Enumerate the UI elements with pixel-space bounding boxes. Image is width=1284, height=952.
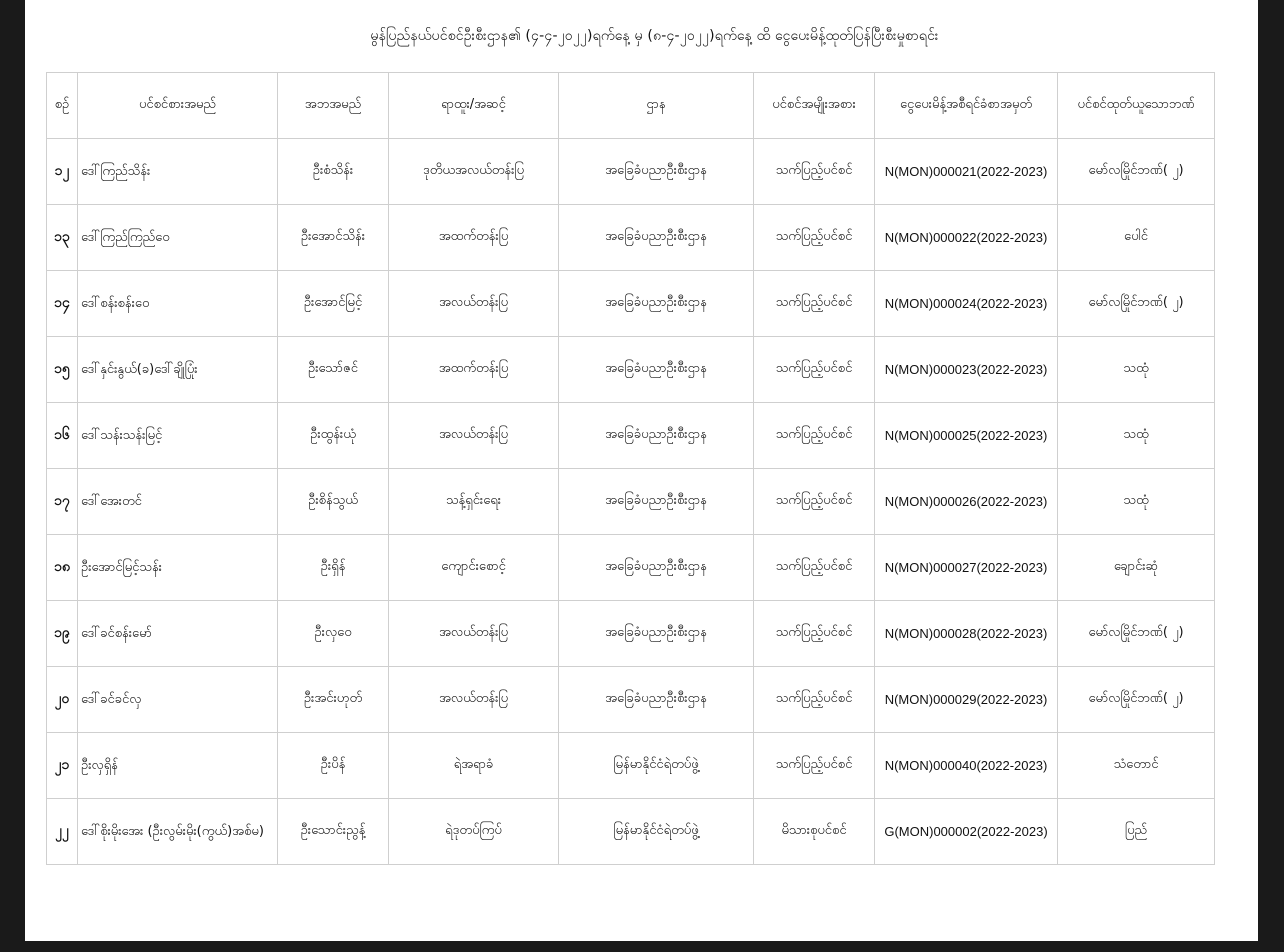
cell-record-number: N(MON)000027(2022-2023)	[875, 535, 1058, 601]
cell-pension-type: သက်ပြည့်ပင်စင်	[754, 733, 875, 799]
cell-serial: ၁၃	[47, 205, 78, 271]
cell-bank: မော်လမြိုင်ဘဏ်( ၂)	[1058, 271, 1215, 337]
cell-record-number: N(MON)000026(2022-2023)	[875, 469, 1058, 535]
cell-father-name: ဦးစံသိန်း	[278, 139, 389, 205]
table-row	[47, 667, 1215, 733]
cell-pensioner-name: ဦးလှရှိန်	[78, 733, 278, 799]
cell-rank: အလယ်တန်းပြ	[389, 601, 559, 667]
cell-rank: အထက်တန်းပြ	[389, 337, 559, 403]
cell-pensioner-name: ဒေါ်နှင်းနွယ်(ခ)ဒေါ်ချိုပြုံး	[78, 337, 278, 403]
cell-rank: ရဲအရာခံ	[389, 733, 559, 799]
header-pensioner-name: ပင်စင်စားအမည်	[78, 73, 278, 139]
table-header-row	[47, 73, 1215, 139]
table-row	[47, 337, 1215, 403]
cell-record-number: N(MON)000021(2022-2023)	[875, 139, 1058, 205]
cell-pensioner-name: ဒေါ်ကြည်ကြည်ဝေ	[78, 205, 278, 271]
cell-rank: သန့်ရှင်းရေး	[389, 469, 559, 535]
cell-department: အခြေခံပညာဦးစီးဌာန	[559, 601, 754, 667]
cell-bank: ချောင်းဆုံ	[1058, 535, 1215, 601]
cell-father-name: ဦးအောင်မြင့်	[278, 271, 389, 337]
cell-pensioner-name: ဒေါ်သန်းသန်းမြင့်	[78, 403, 278, 469]
cell-department: မြန်မာနိုင်ငံရဲတပ်ဖွဲ့	[559, 799, 754, 865]
cell-department: အခြေခံပညာဦးစီးဌာန	[559, 667, 754, 733]
cell-department: အခြေခံပညာဦးစီးဌာန	[559, 205, 754, 271]
cell-rank: အလယ်တန်းပြ	[389, 667, 559, 733]
cell-department: မြန်မာနိုင်ငံရဲတပ်ဖွဲ့	[559, 733, 754, 799]
cell-department: အခြေခံပညာဦးစီးဌာန	[559, 271, 754, 337]
cell-father-name: ဦးထွန်းယုံ	[278, 403, 389, 469]
cell-pension-type: သက်ပြည့်ပင်စင်	[754, 535, 875, 601]
cell-pension-type: သက်ပြည့်ပင်စင်	[754, 403, 875, 469]
cell-serial: ၁၇	[47, 469, 78, 535]
cell-bank: သထုံ	[1058, 403, 1215, 469]
cell-pension-type: သက်ပြည့်ပင်စင်	[754, 205, 875, 271]
cell-father-name: ဦးသောင်းညွန့်	[278, 799, 389, 865]
header-father-name: အဘအမည်	[278, 73, 389, 139]
table-row	[47, 469, 1215, 535]
cell-pension-type: သက်ပြည့်ပင်စင်	[754, 337, 875, 403]
cell-serial: ၁၂	[47, 139, 78, 205]
cell-father-name: ဦးသော်ဇင်	[278, 337, 389, 403]
cell-pension-type: သက်ပြည့်ပင်စင်	[754, 601, 875, 667]
header-pension-type: ပင်စင်အမျိုးအစား	[754, 73, 875, 139]
table-row	[47, 271, 1215, 337]
cell-rank: ဒုတိယအလယ်တန်းပြ	[389, 139, 559, 205]
cell-rank: အလယ်တန်းပြ	[389, 403, 559, 469]
cell-bank: သံတောင်	[1058, 733, 1215, 799]
cell-bank: မော်လမြိုင်ဘဏ်( ၂)	[1058, 667, 1215, 733]
cell-record-number: N(MON)000022(2022-2023)	[875, 205, 1058, 271]
cell-rank: ရဲဒုတပ်ကြပ်	[389, 799, 559, 865]
cell-father-name: ဦးပိန်	[278, 733, 389, 799]
cell-pension-type: သက်ပြည့်ပင်စင်	[754, 139, 875, 205]
cell-serial: ၁၈	[47, 535, 78, 601]
cell-pensioner-name: ဒေါ်ခင်စန်းမော်	[78, 601, 278, 667]
cell-rank: အလယ်တန်းပြ	[389, 271, 559, 337]
table-row	[47, 535, 1215, 601]
cell-serial: ၁၅	[47, 337, 78, 403]
table-row	[47, 733, 1215, 799]
cell-record-number: N(MON)000025(2022-2023)	[875, 403, 1058, 469]
cell-bank: မော်လမြိုင်ဘဏ်( ၂)	[1058, 139, 1215, 205]
cell-department: အခြေခံပညာဦးစီးဌာန	[559, 403, 754, 469]
cell-record-number: N(MON)000024(2022-2023)	[875, 271, 1058, 337]
cell-pension-type: မိသားစုပင်စင်	[754, 799, 875, 865]
cell-rank: အထက်တန်းပြ	[389, 205, 559, 271]
table-row	[47, 601, 1215, 667]
cell-father-name: ဦးစိန်သွယ်	[278, 469, 389, 535]
cell-record-number: N(MON)000023(2022-2023)	[875, 337, 1058, 403]
cell-record-number: G(MON)000002(2022-2023)	[875, 799, 1058, 865]
cell-serial: ၁၄	[47, 271, 78, 337]
cell-father-name: ဦးရှိန်	[278, 535, 389, 601]
document-page	[25, 0, 1258, 941]
cell-serial: ၂၁	[47, 733, 78, 799]
table-row	[47, 139, 1215, 205]
pension-records-table	[46, 72, 1215, 865]
cell-department: အခြေခံပညာဦးစီးဌာန	[559, 469, 754, 535]
cell-serial: ၁၆	[47, 403, 78, 469]
cell-pensioner-name: ဒေါ်ခင်ခင်လှ	[78, 667, 278, 733]
cell-father-name: ဦးအောင်သိန်း	[278, 205, 389, 271]
table-row	[47, 799, 1215, 865]
cell-record-number: N(MON)000029(2022-2023)	[875, 667, 1058, 733]
cell-serial: ၁၉	[47, 601, 78, 667]
cell-bank: ပြည်	[1058, 799, 1215, 865]
cell-bank: ပေါင်	[1058, 205, 1215, 271]
document-title: မွန်ပြည်နယ်ပင်စင်ဦးစီးဌာန၏ (၄-၄-၂၀၂၂)ရက်နေ့ မှ (၈-၄-၂၀၂၂)ရက်နေ့ ထိ ငွေပေးမိန့်ထုတ်ပြန်ပြီးစီးမှုစာရင်း	[370, 28, 939, 44]
cell-pensioner-name: ဒေါ်အေးတင်	[78, 469, 278, 535]
cell-department: အခြေခံပညာဦးစီးဌာန	[559, 139, 754, 205]
cell-pension-type: သက်ပြည့်ပင်စင်	[754, 469, 875, 535]
cell-pensioner-name: ဒေါ်စန်းစန်းဝေ	[78, 271, 278, 337]
cell-father-name: ဦးအင်းဟုတ်	[278, 667, 389, 733]
table-row	[47, 403, 1215, 469]
cell-pension-type: သက်ပြည့်ပင်စင်	[754, 667, 875, 733]
cell-bank: သထုံ	[1058, 469, 1215, 535]
cell-father-name: ဦးလှဝေ	[278, 601, 389, 667]
cell-pensioner-name: ဒေါ်ကြည်သိန်း	[78, 139, 278, 205]
cell-pensioner-name: ဦးအောင်မြင့်သန်း	[78, 535, 278, 601]
cell-bank: သထုံ	[1058, 337, 1215, 403]
table-row	[47, 205, 1215, 271]
header-record-number: ငွေပေးမိန့်အစီရင်ခံစာအမှတ်	[875, 73, 1058, 139]
header-bank: ပင်စင်ထုတ်ယူသောဘဏ်	[1058, 73, 1215, 139]
cell-bank: မော်လမြိုင်ဘဏ်( ၂)	[1058, 601, 1215, 667]
header-serial: စဉ်	[47, 73, 78, 139]
cell-pension-type: သက်ပြည့်ပင်စင်	[754, 271, 875, 337]
cell-record-number: N(MON)000040(2022-2023)	[875, 733, 1058, 799]
cell-department: အခြေခံပညာဦးစီးဌာန	[559, 337, 754, 403]
header-department: ဌာန	[559, 73, 754, 139]
header-rank: ရာထူး/အဆင့်	[389, 73, 559, 139]
cell-department: အခြေခံပညာဦးစီးဌာန	[559, 535, 754, 601]
cell-serial: ၂၀	[47, 667, 78, 733]
cell-pensioner-name: ဒေါ်စိုးမိုးအေး (ဦးလွမ်းမိုး(ကွယ်)အစ်မ)	[78, 799, 278, 865]
cell-record-number: N(MON)000028(2022-2023)	[875, 601, 1058, 667]
cell-rank: ကျောင်းစောင့်	[389, 535, 559, 601]
cell-serial: ၂၂	[47, 799, 78, 865]
